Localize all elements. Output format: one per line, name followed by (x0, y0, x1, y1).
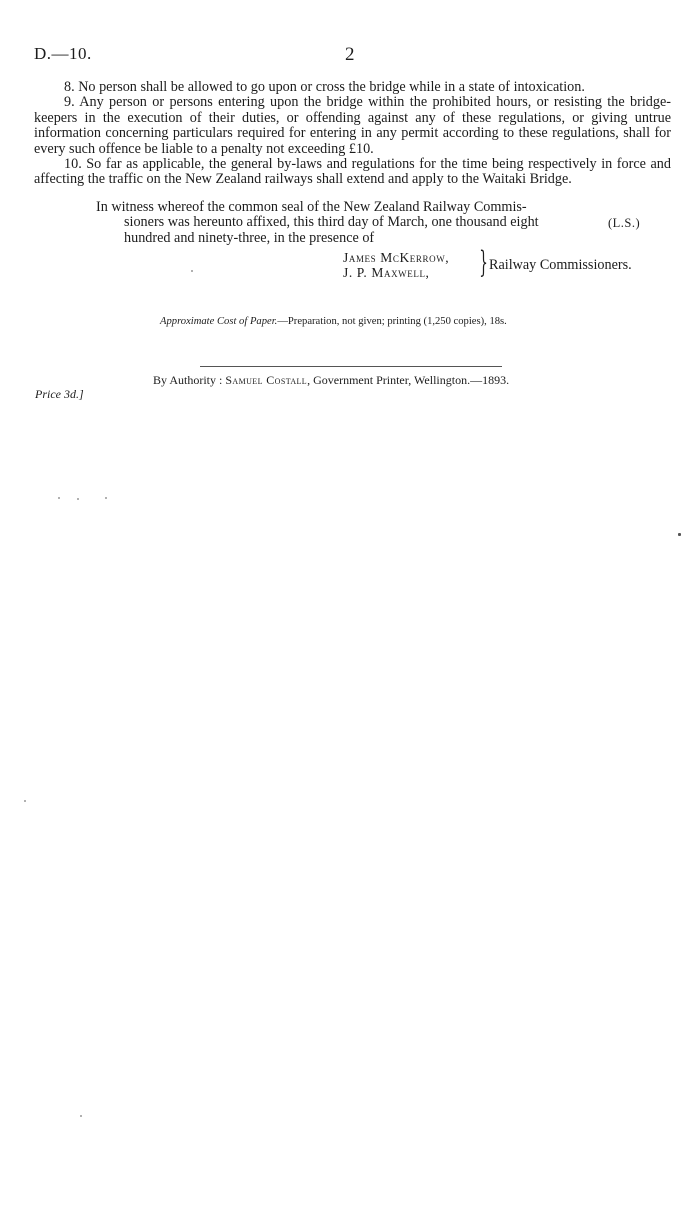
attestation-line-1: In witness whereof the common seal of the New Zealand Railway Commis- (96, 199, 527, 215)
imprint-suffix: , Government Printer, Wellington.—1893. (307, 373, 510, 387)
seal-mark: (L.S.) (608, 216, 641, 230)
paper-speck (678, 533, 681, 536)
divider-rule (200, 366, 502, 367)
signatory-name-2: J. P. Maxwell, (343, 265, 430, 280)
paper-speck (77, 498, 79, 500)
cost-note-text: —Preparation, not given; printing (1,250 copies), 18s. (277, 316, 507, 327)
attestation-line-2: sioners was hereunto affixed, this third day of March, one thousand eight (124, 214, 539, 231)
price-note: Price 3d.] (35, 387, 84, 401)
printer-imprint (153, 373, 509, 388)
paper-speck (191, 270, 193, 272)
cost-note (160, 316, 507, 327)
signatory-brace: } (479, 245, 488, 280)
paper-speck (24, 800, 26, 802)
cost-note-label: Approximate Cost of Paper. (160, 316, 278, 327)
paper-speck (80, 1115, 82, 1117)
signatory-title: Railway Commissioners. (489, 257, 632, 273)
imprint-prefix: By Authority : (153, 373, 223, 387)
page-number: 2 (345, 44, 355, 65)
imprint-printer: Samuel Costall (225, 373, 308, 387)
regulations-body (34, 80, 671, 188)
document-reference: D.—10. (34, 44, 92, 63)
regulation-8: 8. No person shall be allowed to go upon or cross the bridge while in a state of intoxication. (64, 79, 585, 95)
attestation-clause (96, 200, 656, 246)
signatory-name-1: James McKerrow, (343, 250, 450, 265)
regulation-10: 10. So far as applicable, the general by-laws and regulations for the time being respectively in force and affecting the traffic on the New Zealand railways shall extend and apply to the Waitaki Bridge. (34, 156, 671, 188)
attestation-line-3: hundred and ninety-three, in the presence of (124, 229, 375, 246)
paper-speck (105, 497, 107, 499)
regulation-9: 9. Any person or persons entering upon the bridge within the prohibited hours, or resisting the bridge-keepers in the execution of their duties, or offending against any of these regulations, or giving untrue information concerning particulars required for entering in any permit according to these regulations, shall for every such offence be liable to a penalty not exceeding £10. (34, 94, 671, 157)
paper-speck (58, 497, 60, 499)
signatory-names (343, 250, 449, 280)
